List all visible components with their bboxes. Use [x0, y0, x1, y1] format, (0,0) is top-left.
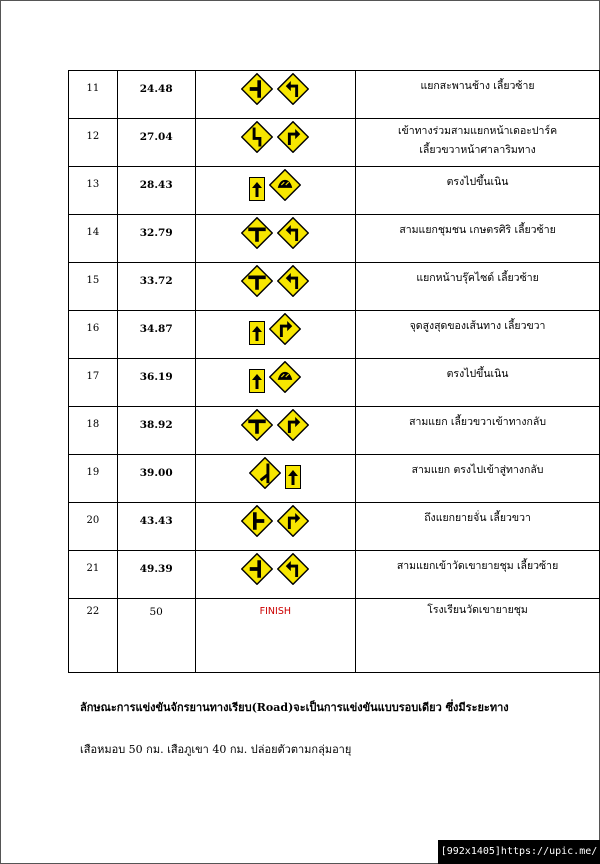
table-row	[69, 119, 600, 167]
direction-text: เข้าทางร่วมสามแยกหน้าเดอะปาร์ค	[397, 125, 558, 137]
direction-text: สามแยกชุมชน เกษตรศิริ เลี้ยวซ้าย	[399, 224, 556, 236]
checkpoint-number: 17	[86, 371, 100, 382]
sign-cell	[195, 551, 356, 599]
table-row	[69, 71, 600, 119]
direction-cell	[356, 359, 600, 407]
distance-cell	[117, 119, 195, 167]
checkpoint-number-cell	[69, 119, 118, 167]
direction-text: สามแยก เลี้ยวขวาเข้าทางกลับ	[409, 416, 547, 428]
distance-km: 49.39	[139, 563, 173, 575]
sign-cell	[195, 407, 356, 455]
checkpoint-number-cell	[69, 455, 118, 503]
direction-text: แยกสะพานช้าง เลี้ยวซ้าย	[420, 80, 535, 92]
distance-cell	[117, 599, 195, 673]
road-signs	[196, 311, 356, 349]
bump-icon	[269, 169, 301, 205]
road-signs	[196, 455, 356, 493]
turn-left-icon	[277, 217, 309, 253]
direction-cell	[356, 599, 600, 673]
checkpoint-number-cell	[69, 71, 118, 119]
bump-icon	[269, 361, 301, 397]
distance-cell	[117, 263, 195, 311]
jog-left-icon	[241, 121, 273, 157]
table-row	[69, 407, 600, 455]
table-row	[69, 455, 600, 503]
distance-km: 36.19	[139, 371, 173, 383]
distance-cell	[117, 359, 195, 407]
road-signs	[196, 407, 356, 445]
sign-cell	[195, 455, 356, 503]
sign-cell	[195, 215, 356, 263]
checkpoint-number-cell	[69, 167, 118, 215]
checkpoint-number: 20	[86, 515, 100, 526]
checkpoint-number: 11	[86, 83, 100, 94]
merge-left-icon	[249, 457, 281, 493]
direction-cell	[356, 407, 600, 455]
turn-right-icon	[277, 121, 309, 157]
distance-km: 39.00	[139, 467, 173, 479]
sign-cell	[195, 503, 356, 551]
road-signs	[196, 359, 356, 397]
sign-cell	[195, 599, 356, 673]
checkpoint-number-cell	[69, 503, 118, 551]
distance-cell	[117, 215, 195, 263]
table-row	[69, 359, 600, 407]
distance-km: 34.87	[139, 323, 173, 335]
distance-km: 38.92	[139, 419, 173, 431]
direction-cell	[356, 551, 600, 599]
route-table	[68, 70, 600, 673]
sign-cell	[195, 71, 356, 119]
direction-cell	[356, 119, 600, 167]
road-signs	[196, 215, 356, 253]
sign-cell	[195, 167, 356, 215]
direction-cell	[356, 215, 600, 263]
road-signs	[196, 263, 356, 301]
table-row	[69, 215, 600, 263]
distance-km: 33.72	[139, 275, 173, 287]
checkpoint-number: 18	[86, 419, 100, 430]
checkpoint-number-cell	[69, 215, 118, 263]
straight-arrow-icon	[285, 457, 301, 493]
distance-cell	[117, 167, 195, 215]
footer-distances: เสือหมอบ 50 กม. เสือภูเขา 40 กม. ปล่อยตัวตามกลุ่มอายุ	[80, 743, 352, 756]
distance-cell	[117, 551, 195, 599]
road-signs	[196, 551, 356, 589]
direction-text: สามแยกเข้าวัดเขายายชุม เลี้ยวซ้าย	[396, 560, 559, 572]
distance-km: 50	[149, 606, 163, 618]
straight-arrow-icon	[249, 313, 265, 349]
direction-text: ถึงแยกยายจั่น เลี้ยวขวา	[424, 512, 531, 524]
checkpoint-number-cell	[69, 263, 118, 311]
table-row	[69, 263, 600, 311]
turn-right-icon	[269, 313, 301, 349]
t-junction-icon	[241, 409, 273, 445]
table-row	[69, 167, 600, 215]
sign-cell	[195, 263, 356, 311]
turn-left-icon	[277, 553, 309, 589]
table-row	[69, 503, 600, 551]
checkpoint-number: 12	[86, 131, 100, 142]
road-signs	[196, 167, 356, 205]
direction-cell	[356, 503, 600, 551]
table-row	[69, 311, 600, 359]
checkpoint-number-cell	[69, 407, 118, 455]
turn-left-icon	[277, 265, 309, 301]
distance-km: 28.43	[139, 179, 173, 191]
t-right-icon	[241, 505, 273, 541]
distance-cell	[117, 311, 195, 359]
direction-cell	[356, 71, 600, 119]
straight-arrow-icon	[249, 361, 265, 397]
straight-arrow-icon	[249, 169, 265, 205]
checkpoint-number-cell	[69, 359, 118, 407]
direction-cell	[356, 455, 600, 503]
table-row	[69, 599, 600, 673]
turn-right-icon	[277, 409, 309, 445]
sign-cell	[195, 311, 356, 359]
checkpoint-number-cell	[69, 551, 118, 599]
turn-left-icon	[277, 73, 309, 109]
watermark: [992x1405]https://upic.me/	[438, 840, 600, 864]
t-left-icon	[241, 73, 273, 109]
checkpoint-number-cell	[69, 599, 118, 673]
direction-text: แยกหน้าบรุ๊คไซด์ เลี้ยวซ้าย	[416, 272, 539, 284]
direction-text: โรงเรียนวัดเขายายชุม	[427, 604, 528, 616]
t-junction-icon	[241, 217, 273, 253]
road-signs	[196, 503, 356, 541]
sign-cell	[195, 119, 356, 167]
checkpoint-number: 15	[86, 275, 100, 286]
distance-cell	[117, 71, 195, 119]
table-row	[69, 551, 600, 599]
distance-km: 27.04	[139, 131, 173, 143]
distance-cell	[117, 407, 195, 455]
footer-description: ลักษณะการแข่งขันจักรยานทางเรียบ(Road)จะเป็นการแข่งขันแบบรอบเดียว ซึ่งมีระยะทาง	[80, 701, 509, 714]
checkpoint-number: 19	[86, 467, 100, 478]
t-left-icon	[241, 553, 273, 589]
direction-cell	[356, 167, 600, 215]
distance-cell	[117, 503, 195, 551]
distance-km: 32.79	[139, 227, 173, 239]
sign-cell	[195, 359, 356, 407]
direction-text: สามแยก ตรงไปเข้าสู่ทางกลับ	[411, 464, 544, 476]
direction-text: เลี้ยวขวาหน้าศาลาริมทาง	[419, 144, 536, 156]
road-signs	[196, 71, 356, 109]
checkpoint-number: 13	[86, 179, 100, 190]
direction-text: ตรงไปขึ้นเนิน	[446, 176, 509, 188]
distance-cell	[117, 455, 195, 503]
checkpoint-number: 14	[86, 227, 100, 238]
checkpoint-number-cell	[69, 311, 118, 359]
checkpoint-number: 16	[86, 323, 100, 334]
distance-km: 24.48	[139, 83, 173, 95]
t-junction-icon	[241, 265, 273, 301]
direction-text: จุดสูงสุดของเส้นทาง เลี้ยวขวา	[409, 320, 546, 332]
distance-km: 43.43	[139, 515, 173, 527]
finish-label: FINISH	[259, 606, 291, 617]
direction-text: ตรงไปขึ้นเนิน	[446, 368, 509, 380]
direction-cell	[356, 311, 600, 359]
road-signs	[196, 119, 356, 157]
turn-right-icon	[277, 505, 309, 541]
checkpoint-number: 22	[86, 606, 100, 617]
checkpoint-number: 21	[86, 563, 100, 574]
direction-cell	[356, 263, 600, 311]
